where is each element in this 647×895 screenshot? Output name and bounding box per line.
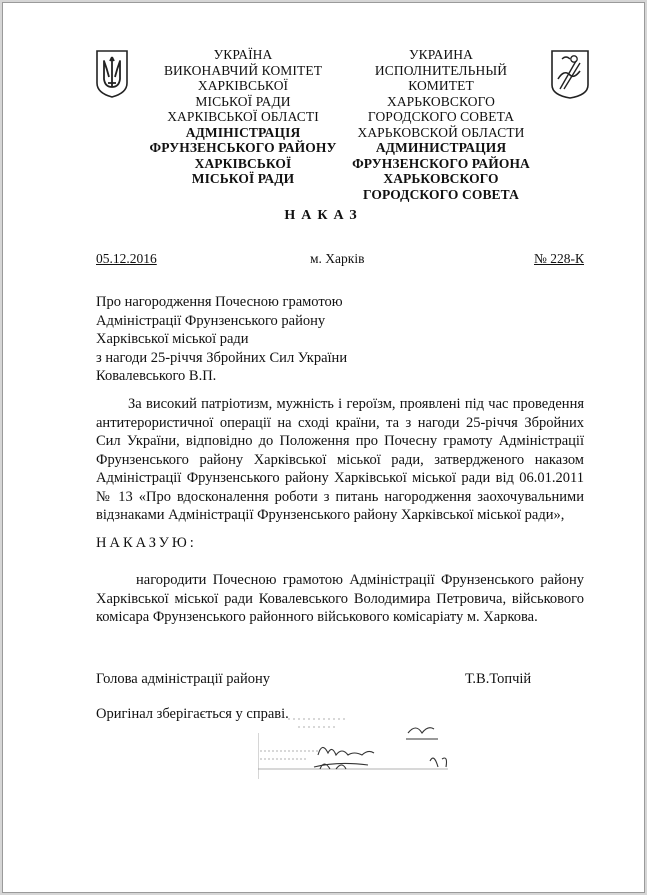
subject-line: Про нагородження Почесною грамотою xyxy=(96,294,343,310)
document-subject xyxy=(96,293,347,386)
paragraph-line: комісара Фрунзенського районного військового комісаріату м. Харкова. xyxy=(96,609,538,625)
subject-line: Харківської міської ради xyxy=(96,331,249,347)
document-number: № 228-К xyxy=(534,251,585,266)
paragraph-line: відзнаками Адміністрації Фрунзенського району Харківської міської ради», xyxy=(96,507,565,523)
paragraph-line: Фрунзенського району Харківської міської ради, затвердженого наказом xyxy=(96,451,584,468)
header-line: УКРАЇНА xyxy=(213,47,273,62)
kharkiv-coat-of-arms-icon xyxy=(550,49,590,99)
header-ukrainian xyxy=(143,47,343,187)
order-heading: НАКАЗУЮ: xyxy=(96,535,197,551)
header-line: ХАРЬКОВСКОЙ ОБЛАСТИ xyxy=(357,124,525,140)
trident-icon xyxy=(95,49,129,99)
subject-line: Ковалевського В.П. xyxy=(96,368,217,384)
header-line: УКРАИНА xyxy=(408,47,474,62)
order-paragraph xyxy=(96,571,584,627)
handwritten-signature xyxy=(314,728,447,769)
subject-line: з нагоди 25-річчя Збройних Сил України xyxy=(96,349,348,366)
header-line: ГОРОДСКОГО СОВЕТА xyxy=(363,186,519,202)
paragraph-line: нагородити Почесною грамотою Адміністрації Фрунзенського району xyxy=(136,572,584,588)
paragraph-line: Харківської міської ради Ковалевського Володимира Петровича, військового xyxy=(96,590,584,607)
header-line: ХАРЬКОВСКОГО xyxy=(383,171,499,186)
header-russian xyxy=(341,47,541,202)
preamble-paragraph xyxy=(96,395,584,525)
header-line: ХАРКІВСЬКОЇ ОБЛАСТІ xyxy=(167,109,319,124)
header-line: ГОРОДСКОГО СОВЕТА xyxy=(367,109,515,124)
header-line: АДМИНИСТРАЦИЯ xyxy=(375,140,507,155)
header-line: ФРУНЗЕНСЬКОГО РАЙОНУ xyxy=(149,140,337,155)
paragraph-line: Сил України, відповідно до Положення про Почесну грамоту Адміністрації xyxy=(96,433,584,449)
header-line: МІСЬКОЇ РАДИ xyxy=(195,93,291,109)
paragraph-line: антитерористичної операції на сході країни, та з нагоди 25-річчя Збройних xyxy=(96,414,584,431)
header-line: ХАРКІВСЬКОЇ xyxy=(197,78,289,93)
header-line: ХАРКІВСЬКОЇ xyxy=(194,155,292,171)
header-line: ХАРЬКОВСКОГО xyxy=(386,93,496,109)
document-city: м. Харків xyxy=(310,251,365,266)
paragraph-line: Адміністрації Фрунзенського району Харківської міської ради від 06.01.2011 xyxy=(96,470,584,486)
document-date: 05.12.2016 xyxy=(96,251,157,266)
header-line: МІСЬКОЇ РАДИ xyxy=(191,171,295,186)
header-line: ИСПОЛНИТЕЛЬНЫЙ КОМИТЕТ xyxy=(374,62,508,93)
document-page xyxy=(2,2,645,893)
signatory-position: Голова адміністрації району xyxy=(96,671,270,687)
document-title: НАКАЗ xyxy=(284,208,363,223)
header-line: ФРУНЗЕНСКОГО РАЙОНА xyxy=(352,155,530,171)
signatory-name: Т.В.Топчій xyxy=(465,671,532,687)
header-line: АДМІНІСТРАЦІЯ xyxy=(185,124,301,140)
header-line: ВИКОНАВЧИЙ КОМІТЕТ xyxy=(163,62,323,78)
original-note: Оригінал зберігається у справі. xyxy=(96,706,289,722)
subject-line: Адміністрації Фрунзенського району xyxy=(96,312,326,329)
archive-stamp xyxy=(258,711,458,781)
paragraph-line: № 13 «Про вдосконалення роботи з питань нагородження заохочувальними xyxy=(96,488,584,505)
paragraph-line: За високий патріотизм, мужність і героїзм, проявлені під час проведення xyxy=(128,396,584,412)
